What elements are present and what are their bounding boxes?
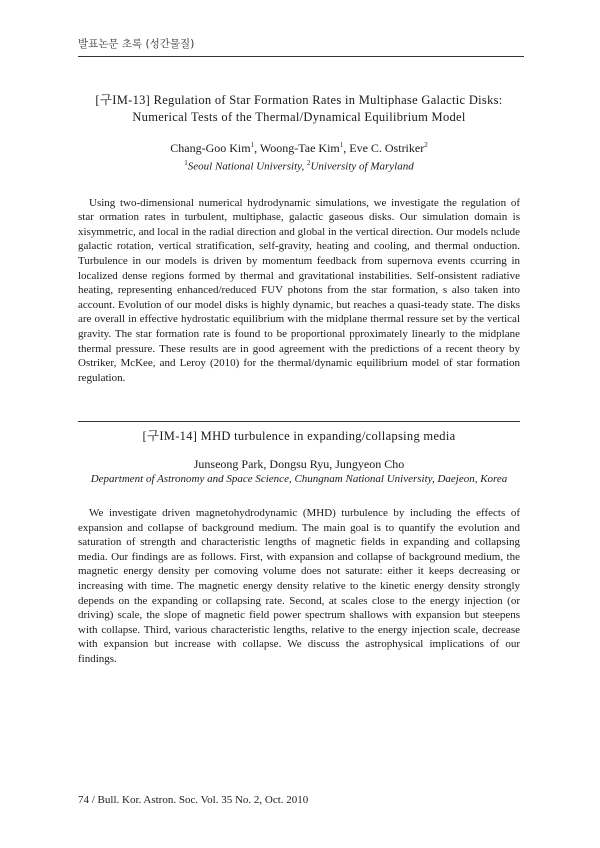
abstract-body: Using two-dimensional numerical hydrodynamic simulations, we investigate the regulation of star ormation rates in turbulent, multiphase, galactic gaseous disks. Our simulation domain is xisymmetric, and local in the radial direction and global in the vertical direction. Our models nclude galactic rotation, vertical stratification, self-gravity, heating and cooling, and thermal onduction. Turbulence in our models is driven by momentum feedback from supernova events ccurring in localized dense regions formed by thermal and gravitational instabilities. Self-onsistent radiative heating, representing enhanced/reduced FUV photons from the star formation, s also taken into account. Evolution of our model disks is highly dynamic, but reaches a quasi-teady state. The disks are overall in effective hydrostatic equilibrium with the midplane thermal ressure set by the vertical gravity. The star formation rate is found to be proportional pproximately linearly to the midplane thermal pressure. These results are in good agreement with the predictions of a recent theory by Ostriker, McKee, and Leroy (2010) for the thermal/dynamic equilibrium model of star formation regulation. bbox=[78, 196, 520, 384]
abstract-im13 bbox=[78, 92, 520, 396]
author-name: Chang-Goo Kim bbox=[170, 141, 251, 155]
affiliation-superscript: 1 bbox=[184, 159, 188, 167]
abstract-title: [구IM-13] Regulation of Star Formation Rates in Multiphase Galactic Disks: Numerical Tests of the Thermal/Dynamical Equilibrium Model bbox=[95, 93, 503, 124]
header-rule bbox=[78, 56, 524, 57]
abstract-im14 bbox=[78, 420, 520, 678]
author-superscript: 1 bbox=[250, 141, 255, 149]
abstract-body: We investigate driven magnetohydrodynamic (MHD) turbulence by including the effects of expansion and collapse of background medium. The main goal is to quantify the evolution and saturation of strength and characteristic lengths of magnetic fields in expanding and collapsing media. Our findings are as follows. First, with expansion and collapse of background medium, the magnetic energy density per comoving volume does not saturate: either it keeps decreasing or increasing with time. The magnetic energy density relative to the kinetic energy density strongly depends on the expanding or collapsing rate. Second, at scales close to the energy injection (or driving) scale, the slope of magnetic field power spectrum shallows with expansion but steepens with collapse. Third, various characteristic lengths, relative to the energy injection scale, decrease with expansion but increase with collapse. We discuss the astrophysical implications of our findings. bbox=[78, 507, 520, 665]
author-superscript: 2 bbox=[424, 141, 428, 149]
running-header: 발표논문 초록 (성간물질) bbox=[78, 38, 195, 50]
affiliation-line bbox=[78, 156, 520, 175]
author-list: Chang-Goo Kim$^1$, Woong-Tae Kim$^1$, Eve C. Ostriker$^2$ bbox=[170, 141, 428, 155]
affiliation-line: Department of Astronomy and Space Science, Chungnam National University, Daejeon, Korea bbox=[90, 473, 508, 485]
author-list: Junseong Park, Dongsu Ryu, Jungyeon Cho bbox=[193, 457, 405, 471]
author-name: Eve C. Ostriker bbox=[349, 141, 425, 155]
affiliation-superscript: 2 bbox=[306, 159, 311, 167]
author-superscript: 1 bbox=[339, 141, 344, 149]
page-footer: 74 / Bull. Kor. Astron. Soc. Vol. 35 No. 2, Oct. 2010 bbox=[78, 794, 309, 806]
author-name: Woong-Tae Kim bbox=[259, 141, 340, 155]
affiliation-name: Seoul National University, bbox=[187, 160, 305, 173]
abstract-title: [구IM-14] MHD turbulence in expanding/collapsing media bbox=[142, 429, 456, 443]
affiliation-name: University of Maryland bbox=[310, 160, 414, 173]
